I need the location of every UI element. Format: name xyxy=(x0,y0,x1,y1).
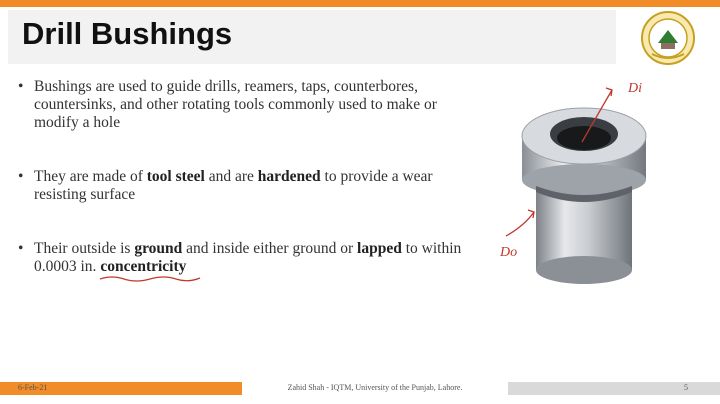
bold-term-concentricity: concentricity xyxy=(100,258,187,275)
bold-term-lapped: lapped xyxy=(357,240,402,257)
bullet-text: Bushings are used to guide drills, reamers, taps, counterbores, countersinks, and other rotating tools commonly used to make or modify a hole xyxy=(34,78,437,131)
concentricity-emphasis xyxy=(100,258,186,276)
bold-term-hardened: hardened xyxy=(257,168,321,185)
page-number: 5 xyxy=(684,383,688,392)
drill-bushing-image xyxy=(494,76,664,306)
bold-term-ground: ground xyxy=(134,240,183,257)
footer-author: Zahid Shah - IQTM, University of the Punjab, Lahore. xyxy=(287,383,463,392)
bullet-text: Their outside is xyxy=(34,240,135,257)
bullet-text: They are made of xyxy=(34,168,147,185)
bullet-item-material xyxy=(16,168,476,204)
footer-gray-bar xyxy=(508,382,720,395)
bullet-text: and are xyxy=(204,168,258,185)
bullet-text: to within 0.0003 in. xyxy=(34,240,462,275)
handwritten-underline xyxy=(98,274,202,284)
bullet-list xyxy=(16,78,476,276)
bullet-text: to provide a wear resisting surface xyxy=(34,168,433,203)
slide-title: Drill Bushings xyxy=(22,16,233,51)
inner-diameter-label: Di xyxy=(628,81,642,96)
bullet-item-purpose xyxy=(16,78,476,132)
bold-term-tool-steel: tool steel xyxy=(146,168,205,185)
bullet-text: and inside either ground or xyxy=(182,240,358,257)
university-logo-icon xyxy=(640,10,696,66)
footer-date: 6-Feb-21 xyxy=(18,383,48,392)
outer-diameter-label: Do xyxy=(500,245,518,260)
bullet-item-finish xyxy=(16,240,476,276)
top-accent-bar xyxy=(0,0,720,7)
